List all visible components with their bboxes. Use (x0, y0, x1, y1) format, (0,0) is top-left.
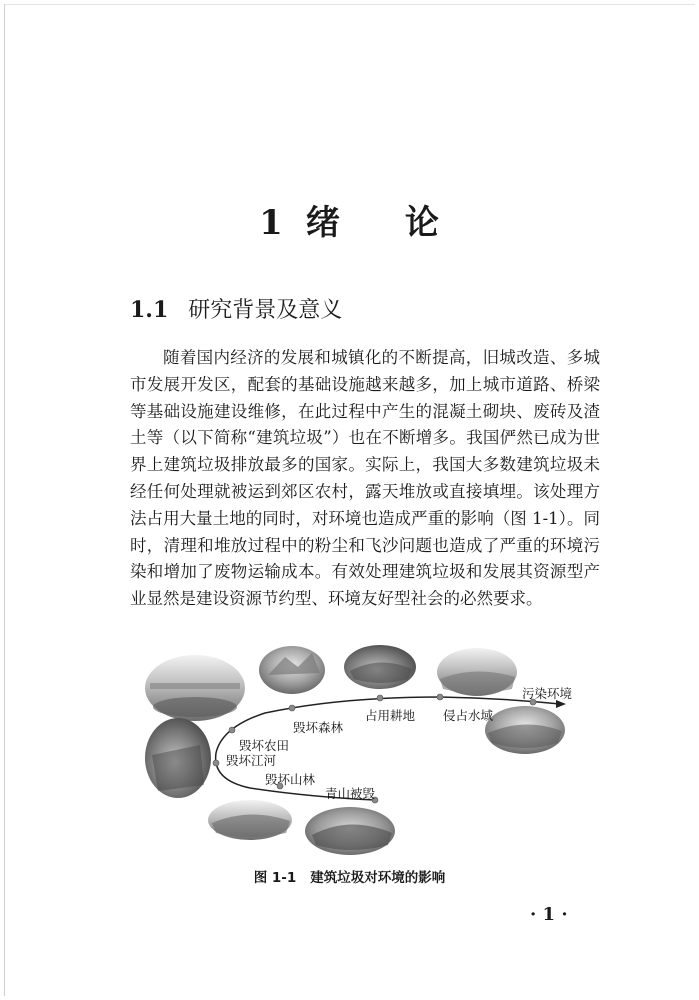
chapter-number: 1 (259, 203, 284, 243)
label-destroy-river: 毁坏江河 (226, 753, 277, 768)
label-invade-water: 侵占水域 (443, 708, 494, 723)
figure-caption (0, 866, 699, 886)
photo-mountain-ruined (305, 807, 395, 855)
figure-caption-number: 图 1-1 (253, 870, 297, 886)
figure-illustration (140, 645, 580, 860)
label-destroy-mountain: 毁坏山林 (265, 772, 316, 787)
section-title: 研究背景及意义 (188, 298, 343, 323)
chapter-title-right: 论 (404, 203, 440, 243)
photo-landfill (437, 648, 517, 696)
photo-polluted-water (485, 706, 565, 754)
figure-1-1 (140, 645, 580, 860)
label-pollute-env: 污染环境 (522, 686, 573, 701)
label-occupy-land: 占用耕地 (365, 708, 416, 723)
label-destroy-forest: 毁坏森林 (293, 720, 344, 735)
page-number: · 1 · (530, 904, 568, 925)
body-text (130, 345, 600, 613)
photo-mountain (259, 646, 325, 694)
chapter-title (0, 195, 699, 244)
body-paragraph: 随着国内经济的发展和城镇化的不断提高，旧城改造、多城市发展开发区，配套的基础设施越来越多，加上城市道路、桥梁等基础设施建设维修，在此过程中产生的混凝土砌块、废砖及渣土等（以下简称“建筑垃圾”）也在不断增多。我国俨然已成为世界上建筑垃圾排放最多的国家。实际上，我国大多数建筑垃圾未经任何处理就被运到郊区农村，露天堆放或直接填埋。该处理方法占用大量土地的同时，对环境也造成严重的影响（图 1-1）。同时，清理和堆放过程中的粉尘和飞沙问题也造成了严重的环境污染和增加了废物运输成本。有效处理建筑垃圾和发展其资源型产业显然是建设资源节约型、环境友好型社会的必然要求。 (130, 348, 600, 609)
section-number: 1.1 (130, 297, 169, 323)
chapter-title-left: 绪 (305, 203, 341, 243)
photo-urban-debris (145, 655, 245, 721)
photo-river-debris (145, 718, 211, 798)
label-destroy-farmland: 毁坏农田 (239, 738, 290, 753)
figure-caption-text: 建筑垃圾对环境的影响 (310, 870, 446, 886)
photo-forest-debris (344, 645, 416, 689)
section-heading (130, 293, 342, 324)
photo-hillside (208, 800, 292, 840)
label-green-hills: 青山被毁 (325, 786, 376, 801)
